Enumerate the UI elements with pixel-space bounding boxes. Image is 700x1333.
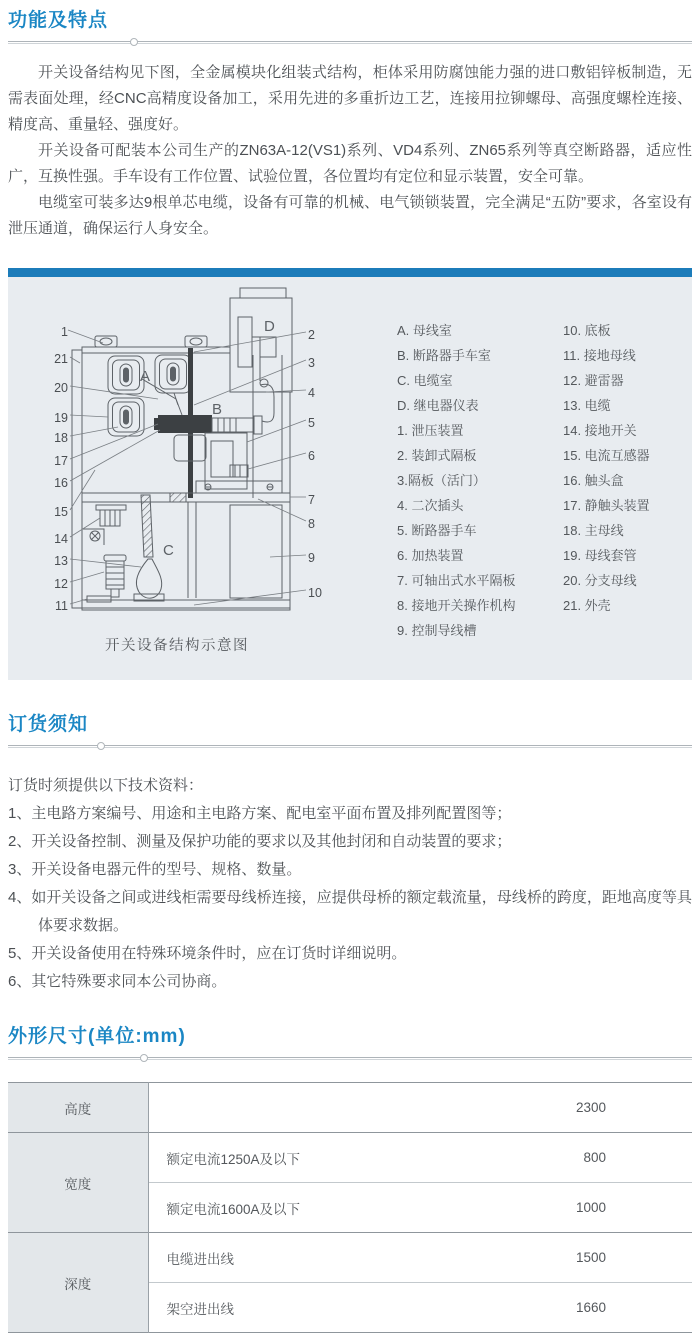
section-dimensions (8, 1024, 692, 1333)
dim-sub-cell (148, 1083, 492, 1133)
legend-item: B. 断路器手车室 (397, 348, 491, 363)
dim-value-cell: 800 (492, 1133, 692, 1183)
callout-number: 4 (308, 386, 315, 400)
features-paragraph: 电缆室可装多达9根单芯电缆，设备有可靠的机械、电气锁锁装置，完全满足“五防”要求，各室设有泄压通道，确保运行人身安全。 (8, 194, 692, 237)
legend-item: 19. 母线套管 (563, 548, 637, 563)
legend-item: 16. 触头盒 (563, 473, 624, 488)
figure-panel (8, 268, 692, 680)
callout-number: 13 (54, 554, 68, 568)
callout-number: 16 (54, 476, 68, 490)
callout-number: 12 (54, 577, 68, 591)
diagram-legend-left (397, 318, 515, 643)
panel-top-bar (8, 268, 692, 277)
dim-sub-cell: 额定电流1600A及以下 (148, 1183, 492, 1233)
legend-item: 6. 加热装置 (397, 548, 464, 563)
legend-item: 5. 断路器手车 (397, 523, 477, 538)
dim-value-cell: 1500 (492, 1233, 692, 1283)
callout-number: 11 (55, 599, 68, 613)
dimensions-table (8, 1082, 692, 1333)
dim-sub-cell: 电缆进出线 (148, 1233, 492, 1283)
legend-item: 8. 接地开关操作机构 (397, 598, 516, 613)
order-item: 3、开关设备电器元件的型号、规格、数量。 (8, 861, 302, 878)
figure-caption: 开关设备结构示意图 (105, 638, 249, 654)
callout-number: 1 (61, 325, 68, 339)
order-title: 订货须知 (8, 714, 89, 735)
legend-item: 11. 接地母线 (563, 348, 636, 363)
legend-item: D. 继电器仪表 (397, 398, 479, 413)
dim-value-cell: 1660 (492, 1283, 692, 1333)
callout-number: 18 (54, 431, 68, 445)
features-divider (8, 41, 692, 44)
legend-item: 9. 控制导线槽 (397, 623, 477, 638)
callout-number: 7 (308, 493, 315, 507)
callout-number: 6 (308, 449, 315, 463)
legend-item: 13. 电缆 (563, 398, 611, 413)
dim-group-cell: 深度 (8, 1233, 148, 1333)
features-title: 功能及特点 (8, 10, 109, 31)
compartment-letter-d: D (264, 318, 275, 335)
callout-number: 14 (54, 532, 68, 546)
section-features (8, 8, 692, 242)
dim-group-cell: 高度 (8, 1083, 148, 1133)
legend-item: 3.隔板（活门） (397, 473, 486, 488)
cabinet-linework (72, 288, 292, 610)
table-row (8, 1133, 692, 1183)
features-body (8, 60, 692, 242)
legend-item: 20. 分支母线 (563, 573, 637, 588)
order-item: 5、开关设备使用在特殊环境条件时，应在订货时详细说明。 (8, 945, 407, 962)
section-order (8, 712, 692, 996)
table-row (8, 1233, 692, 1283)
callout-number: 15 (54, 505, 68, 519)
legend-item: 10. 底板 (563, 323, 611, 338)
diagram-legend-right (563, 318, 650, 618)
callout-number: 20 (54, 381, 68, 395)
order-intro: 订货时须提供以下技术资料： (8, 777, 204, 794)
order-item: 2、开关设备控制、测量及保护功能的要求以及其他封闭和自动装置的要求； (8, 833, 512, 850)
legend-item: A. 母线室 (397, 323, 452, 338)
order-divider (8, 745, 692, 748)
divider-ring (140, 1054, 148, 1062)
features-paragraph: 开关设备可配装本公司生产的ZN63A-12(VS1)系列、VD4系列、ZN65系列等真空断路器，适应性广，互换性强。手车设有工作位置、试验位置，各位置均有定位和显示装置，安全可靠。 (8, 142, 692, 185)
legend-item: 2. 装卸式隔板 (397, 448, 477, 463)
dim-sub-cell: 架空进出线 (148, 1283, 492, 1333)
legend-item: 4. 二次插头 (397, 498, 464, 513)
callout-number: 9 (308, 551, 315, 565)
switchgear-structure-diagram (8, 277, 378, 677)
compartment-letter-b: B (212, 401, 223, 418)
dim-value-cell: 1000 (492, 1183, 692, 1233)
divider-ring (130, 38, 138, 46)
callout-number: 19 (54, 411, 68, 425)
divider-ring (97, 742, 105, 750)
features-paragraph: 开关设备结构见下图，全金属模块化组装式结构，柜体采用防腐蚀能力强的进口敷铝锌板制造，无需表面处理，经CNC高精度设备加工，采用先进的多重折边工艺，连接用拉铆螺母、高强度螺栓连接、精度高、重量轻、强度好。 (8, 64, 692, 133)
legend-item: 1. 泄压装置 (397, 423, 464, 438)
callout-number: 8 (308, 517, 315, 531)
compartment-letter-c: C (163, 542, 174, 559)
callout-number: 17 (54, 454, 68, 468)
legend-item: C. 电缆室 (397, 373, 453, 388)
callout-number: 5 (308, 416, 315, 430)
dim-value-cell: 2300 (492, 1083, 692, 1133)
compartment-letter-a: A (140, 368, 151, 385)
legend-item: 17. 静触头装置 (563, 498, 650, 513)
dimensions-title: 外形尺寸(单位:mm) (8, 1026, 186, 1047)
table-row (8, 1083, 692, 1133)
legend-item: 12. 避雷器 (563, 373, 624, 388)
callout-number: 10 (308, 586, 322, 600)
order-body (8, 772, 692, 996)
callout-number: 21 (54, 352, 68, 366)
dim-sub-cell: 额定电流1250A及以下 (148, 1133, 492, 1183)
dim-group-cell: 宽度 (8, 1133, 148, 1233)
legend-item: 21. 外壳 (563, 598, 611, 613)
legend-item: 7. 可轴出式水平隔板 (397, 573, 516, 588)
dimensions-divider (8, 1057, 692, 1060)
legend-item: 15. 电流互感器 (563, 448, 650, 463)
callout-number: 3 (308, 356, 315, 370)
order-item: 1、主电路方案编号、用途和主电路方案、配电室平面布置及排列配置图等； (8, 805, 512, 822)
order-item: 4、如开关设备之间或进线柜需要母线桥连接，应提供母桥的额定载流量，母线桥的跨度，距地高度等具体要求数据。 (8, 889, 692, 934)
callout-number: 2 (308, 328, 315, 342)
legend-item: 14. 接地开关 (563, 423, 637, 438)
order-item: 6、其它特殊要求同本公司协商。 (8, 973, 227, 990)
legend-item: 18. 主母线 (563, 523, 624, 538)
